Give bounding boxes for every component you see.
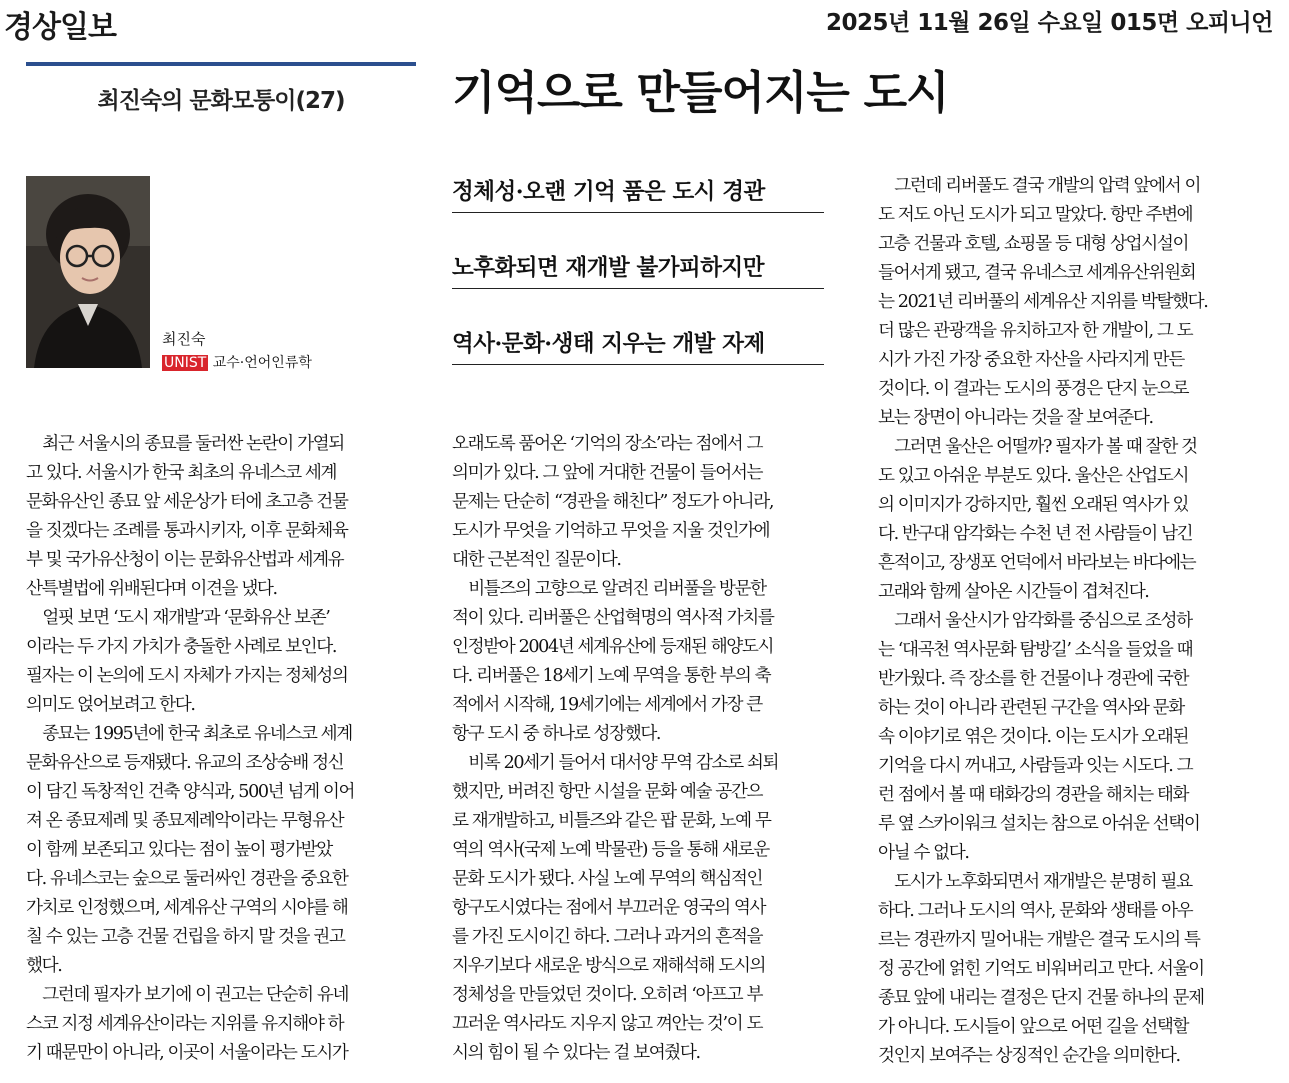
body-line: 부 및 국가유산청이 이는 문화유산법과 세계유 xyxy=(26,550,344,570)
body-line: 런 점에서 볼 때 태화강의 경관을 해치는 태화 xyxy=(878,785,1189,805)
author-title: 교수·언어인류학 xyxy=(212,355,312,371)
body-line: 그런데 필자가 보기에 이 권고는 단순히 유네 xyxy=(26,985,349,1005)
body-line: 했다. xyxy=(26,956,62,976)
body-line: 하다. 그러나 도시의 역사, 문화와 생태를 아우 xyxy=(878,901,1193,921)
body-line: 시가 가진 가장 중요한 자산을 사라지게 만든 xyxy=(878,350,1184,370)
body-line: 는 2021년 리버풀의 세계유산 지위를 박탈했다. xyxy=(878,292,1208,312)
body-column-1 xyxy=(26,430,418,1068)
body-line: 가 아니다. 도시들이 앞으로 어떤 길을 선택할 xyxy=(878,1017,1189,1037)
body-line: 얼핏 보면 ‘도시 재개발’과 ‘문화유산 보존’ xyxy=(26,608,330,628)
body-line: 그런데 리버풀도 결국 개발의 압력 앞에서 이 xyxy=(878,176,1201,196)
body-line: 흔적이고, 장생포 언덕에서 바라보는 바다에는 xyxy=(878,553,1196,573)
body-line: 했지만, 버려진 항만 시설을 문화 예술 공간으 xyxy=(452,782,763,802)
body-line: 적에서 시작해, 19세기에는 세계에서 가장 큰 xyxy=(452,695,762,715)
body-line: 도 있고 아쉬운 부분도 있다. 울산은 산업도시 xyxy=(878,466,1189,486)
series-rule xyxy=(26,62,416,66)
body-line: 의미도 얹어보려고 한다. xyxy=(26,695,195,715)
body-line: 문화 도시가 됐다. 사실 노예 무역의 핵심적인 xyxy=(452,869,763,889)
body-line: 고 있다. 서울시가 한국 최초의 유네스코 세계 xyxy=(26,463,337,483)
body-line: 를 가진 도시이긴 하다. 그러나 과거의 흔적을 xyxy=(452,927,763,947)
body-line: 더 많은 관광객을 유치하고자 한 개발이, 그 도 xyxy=(878,321,1193,341)
body-line: 아닐 수 없다. xyxy=(878,843,969,863)
body-line: 고래와 함께 살아온 시간들이 겹쳐진다. xyxy=(878,582,1149,602)
body-line: 지우기보다 새로운 방식으로 재해석해 도시의 xyxy=(452,956,766,976)
body-line: 문제는 단순히 “경관을 해친다” 정도가 아니라, xyxy=(452,492,774,512)
author-org-badge: UNIST xyxy=(164,355,207,371)
subhead-3: 역사·문화·생태 지우는 개발 자제 xyxy=(452,326,824,365)
body-line: 이 담긴 독창적인 건축 양식과, 500년 넘게 이어 xyxy=(26,782,355,802)
body-line: 칠 수 있는 고층 건물 건립을 하지 말 것을 권고 xyxy=(26,927,345,947)
body-line: 다. 유네스코는 숲으로 둘러싸인 경관을 중요한 xyxy=(26,869,348,889)
body-line: 도시가 무엇을 기억하고 무엇을 지울 것인가에 xyxy=(452,521,770,541)
body-line: 들어서게 됐고, 결국 유네스코 세계유산위원회 xyxy=(878,263,1196,283)
body-line: 인정받아 2004년 세계유산에 등재된 해양도시 xyxy=(452,637,774,657)
body-line: 문화유산인 종묘 앞 세운상가 터에 초고층 건물 xyxy=(26,492,348,512)
body-line: 종묘 앞에 내리는 결정은 단지 건물 하나의 문제 xyxy=(878,988,1204,1008)
headline: 기억으로 만들어지는 도시 xyxy=(452,66,949,119)
body-line: 종묘는 1995년에 한국 최초로 유네스코 세계 xyxy=(26,724,352,744)
body-line: 문화유산으로 등재됐다. 유교의 조상숭배 정신 xyxy=(26,753,344,773)
body-line: 정 공간에 얽힌 기억도 비워버리고 만다. 서울이 xyxy=(878,959,1204,979)
body-line: 그러면 울산은 어떨까? 필자가 볼 때 잘한 것 xyxy=(878,437,1197,457)
body-line: 반가웠다. 즉 장소를 한 건물이나 경관에 국한 xyxy=(878,669,1189,689)
body-line: 루 옆 스카이워크 설치는 참으로 아쉬운 선택이 xyxy=(878,814,1200,834)
body-line: 도 저도 아닌 도시가 되고 말았다. 항만 주변에 xyxy=(878,205,1193,225)
body-line: 것이다. 이 결과는 도시의 풍경은 단지 눈으로 xyxy=(878,379,1189,399)
body-line: 정체성을 만들었던 것이다. 오히려 ‘아프고 부 xyxy=(452,985,763,1005)
series-title: 최진숙의 문화모퉁이(27) xyxy=(97,88,345,114)
body-line: 대한 근본적인 질문이다. xyxy=(452,550,621,570)
body-line: 의 이미지가 강하지만, 훨씬 오래된 역사가 있 xyxy=(878,495,1189,515)
body-line: 비틀즈의 고향으로 알려진 리버풀을 방문한 xyxy=(452,579,766,599)
body-line: 필자는 이 논의에 도시 자체가 가지는 정체성의 xyxy=(26,666,348,686)
body-line: 항구도시였다는 점에서 부끄러운 영국의 역사 xyxy=(452,898,766,918)
body-line: 항구 도시 중 하나로 성장했다. xyxy=(452,724,661,744)
author-photo xyxy=(26,176,150,368)
dateline: 2025년 11월 26일 수요일 015면 오피니언 xyxy=(826,10,1273,36)
subhead-1: 정체성·오랜 기억 품은 도시 경관 xyxy=(452,174,824,213)
body-line: 기억을 다시 꺼내고, 사람들과 잇는 시도다. 그 xyxy=(878,756,1193,776)
body-line: 져 온 종묘제례 및 종묘제례악이라는 무형유산 xyxy=(26,811,344,831)
body-line: 르는 경관까지 밀어내는 개발은 결국 도시의 특 xyxy=(878,930,1200,950)
body-line: 는 ‘대곡천 역사문화 탐방길’ 소식을 들었을 때 xyxy=(878,640,1193,660)
body-line: 스코 지정 세계유산이라는 지위를 유지해야 하 xyxy=(26,1014,344,1034)
body-line: 기 때문만이 아니라, 이곳이 서울이라는 도시가 xyxy=(26,1043,348,1063)
body-line: 끄러운 역사라도 지우지 않고 껴안는 것’이 도 xyxy=(452,1014,763,1034)
body-line: 고층 건물과 호텔, 쇼핑몰 등 대형 상업시설이 xyxy=(878,234,1189,254)
body-line: 속 이야기로 엮은 것이다. 이는 도시가 오래된 xyxy=(878,727,1189,747)
body-line: 을 짓겠다는 조례를 통과시키자, 이후 문화체육 xyxy=(26,521,348,541)
author-affiliation xyxy=(162,352,312,372)
masthead-logo: 경상일보 xyxy=(4,10,116,45)
author-portrait-image xyxy=(26,176,150,368)
body-line: 의미가 있다. 그 앞에 거대한 건물이 들어서는 xyxy=(452,463,763,483)
body-column-2 xyxy=(452,430,844,1068)
author-name: 최진숙 xyxy=(162,330,206,348)
body-line: 도시가 노후화되면서 재개발은 분명히 필요 xyxy=(878,872,1192,892)
body-line: 그래서 울산시가 암각화를 중심으로 조성하 xyxy=(878,611,1192,631)
body-line: 이라는 두 가지 가치가 충돌한 사례로 보인다. xyxy=(26,637,337,657)
body-line: 보는 장면이 아니라는 것을 잘 보여준다. xyxy=(878,408,1153,428)
body-line: 로 재개발하고, 비틀즈와 같은 팝 문화, 노예 무 xyxy=(452,811,771,831)
body-line: 다. 리버풀은 18세기 노예 무역을 통한 부의 축 xyxy=(452,666,771,686)
body-column-3 xyxy=(878,172,1270,1071)
body-line: 가치로 인정했으며, 세계유산 구역의 시야를 해 xyxy=(26,898,348,918)
body-line: 최근 서울시의 종묘를 둘러싼 논란이 가열되 xyxy=(26,434,344,454)
subhead-2: 노후화되면 재개발 불가피하지만 xyxy=(452,250,824,289)
body-line: 것인지 보여주는 상징적인 순간을 의미한다. xyxy=(878,1046,1180,1066)
body-line: 비록 20세기 들어서 대서양 무역 감소로 쇠퇴 xyxy=(452,753,779,773)
body-line: 다. 반구대 암각화는 수천 년 전 사람들이 남긴 xyxy=(878,524,1193,544)
body-line: 하는 것이 아니라 관련된 구간을 역사와 문화 xyxy=(878,698,1184,718)
body-line: 역의 역사(국제 노예 박물관) 등을 통해 새로운 xyxy=(452,840,769,860)
body-line: 산특별법에 위배된다며 이견을 냈다. xyxy=(26,579,277,599)
body-line: 시의 힘이 될 수 있다는 걸 보여줬다. xyxy=(452,1043,700,1063)
body-line: 이 함께 보존되고 있다는 점이 높이 평가받았 xyxy=(26,840,332,860)
body-line: 적이 있다. 리버풀은 산업혁명의 역사적 가치를 xyxy=(452,608,774,628)
body-line: 오래도록 품어온 ‘기억의 장소’라는 점에서 그 xyxy=(452,434,763,454)
